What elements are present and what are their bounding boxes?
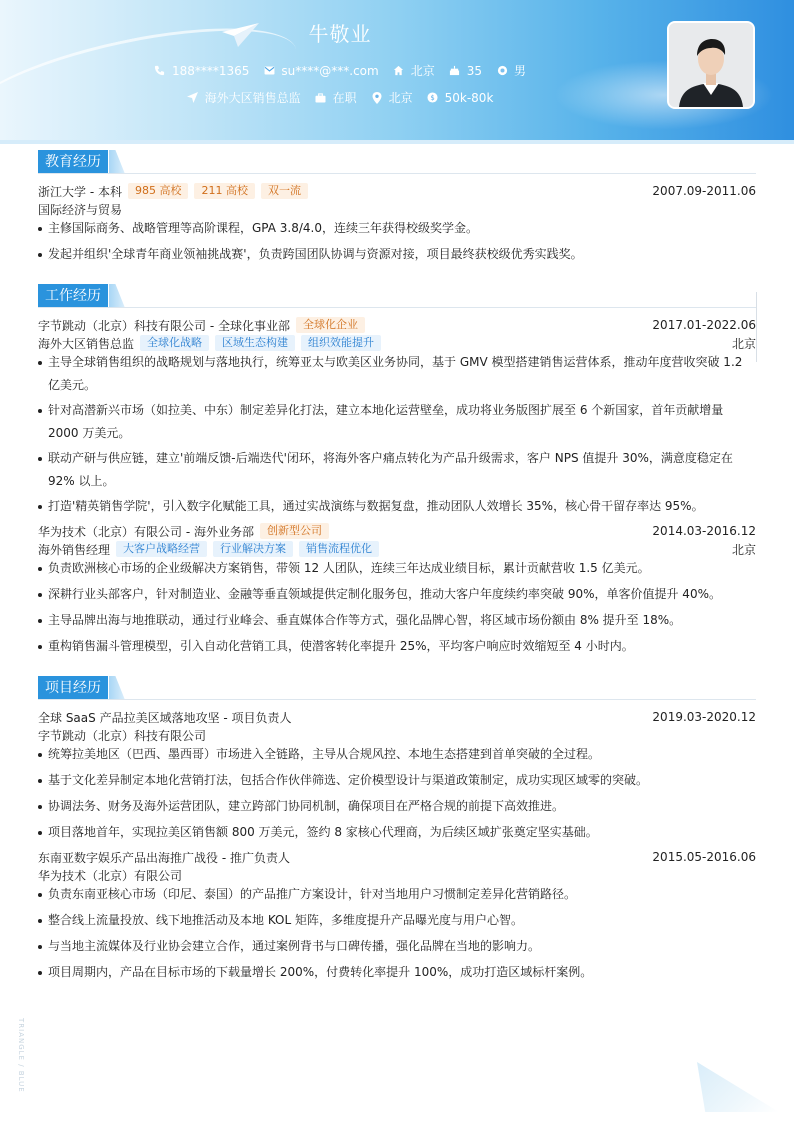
project-bullet: 负责东南亚核心市场（印尼、泰国）的产品推广方案设计，针对当地用户习惯制定差异化营销路径。 <box>38 883 756 906</box>
job-company: 字节跳动（北京）科技有限公司 - 全球化事业部 <box>38 318 290 333</box>
job-bullet: 深耕行业头部客户，针对制造业、金融等垂直领域提供定制化服务包，推动大客户年度续约率突破 90%，单客价值提升 40%。 <box>38 583 756 606</box>
job-bullet: 重构销售漏斗管理模型，引入自动化营销工具，使潜客转化率提升 25%，平均客户响应时效缩短至 4 小时内。 <box>38 635 756 658</box>
salary-info <box>427 91 494 105</box>
section-divider <box>38 173 756 174</box>
role-tag: 全球化战略 <box>140 335 209 351</box>
project-bullet: 项目周期内，产品在目标市场的下载量增长 200%，付费转化率提升 100%，成功打造区域标杆案例。 <box>38 961 756 984</box>
gender-text: 男 <box>514 64 527 78</box>
project-bullet: 统筹拉美地区（巴西、墨西哥）市场进入全链路，主导从合规风控、本地生态搭建到首单突破的全过程。 <box>38 743 756 766</box>
corner-triangle-decoration <box>697 1062 779 1112</box>
education-section-header <box>38 150 756 174</box>
job-intent-row <box>0 89 680 106</box>
education-section-title: 教育经历 <box>38 150 108 174</box>
section-title-tail-decoration <box>109 284 125 308</box>
send-icon <box>187 92 199 104</box>
job-city: 北京 <box>731 542 756 557</box>
company-tag: 创新型公司 <box>260 523 329 539</box>
job-bullet: 主导全球销售组织的战略规划与落地执行，统筹亚太与欧美区业务协同，基于 GMV 模型搭建销售运营体系，推动年度营收突破 1.2 亿美元。 <box>38 351 756 397</box>
education-bullet: 发起并组织'全球青年商业领袖挑战赛'，负责跨国团队协调与资源对接，项目最终获校级优秀实践奖。 <box>38 243 756 266</box>
city-text: 北京 <box>410 64 435 78</box>
avatar-portrait-icon <box>669 23 753 107</box>
school-name: 浙江大学 - 本科 <box>38 184 122 199</box>
project-bullet: 整合线上流量投放、线下地推活动及本地 KOL 矩阵，多维度提升产品曝光度与用户心智。 <box>38 909 756 932</box>
job-city: 北京 <box>731 336 756 351</box>
mail-icon <box>263 65 275 77</box>
job-bullet: 打造'精英销售学院'，引入数字化赋能工具，通过实战演练与数据复盘，推动团队人效增长 35%，核心骨干留存率达 95%。 <box>38 495 756 518</box>
project-date: 2019.03-2020.12 <box>652 710 756 724</box>
job-role-row <box>38 334 756 352</box>
target-position-text: 海外大区销售总监 <box>204 91 301 105</box>
job-company-row <box>38 316 756 334</box>
project-bullet: 与当地主流媒体及行业协会建立合作，通过案例背书与口碑传播，强化品牌在当地的影响力。 <box>38 935 756 958</box>
job-role-row <box>38 540 756 558</box>
project-org-row <box>38 866 756 884</box>
salary-text: 50k-80k <box>444 90 494 105</box>
job-company: 华为技术（北京）有限公司 - 海外业务部 <box>38 524 254 539</box>
phone-icon <box>154 65 166 77</box>
school-tag: 211 高校 <box>194 183 255 199</box>
education-major-row <box>38 200 756 218</box>
job-bullet: 联动产研与供应链，建立'前端反馈-后端迭代'闭环，将海外客户痛点转化为产品升级需求，客户 NPS 值提升 30%，满意度稳定在 92% 以上。 <box>38 447 756 493</box>
briefcase-icon <box>315 92 327 104</box>
project-name: 东南亚数字娱乐产品出海推广战役 - 推广负责人 <box>38 850 290 865</box>
project-name-row <box>38 848 756 866</box>
gender-icon <box>496 65 508 77</box>
school-tag: 985 高校 <box>128 183 189 199</box>
phone-text: 188****1365 <box>171 63 250 78</box>
phone-info <box>154 64 249 78</box>
job-company-row <box>38 522 756 540</box>
age-info <box>449 64 482 78</box>
project-section-title: 项目经历 <box>38 676 108 700</box>
role-tag: 销售流程优化 <box>299 541 379 557</box>
education-date: 2007.09-2011.06 <box>652 184 756 198</box>
role-tag: 组织效能提升 <box>301 335 381 351</box>
home-icon <box>393 65 405 77</box>
avatar <box>667 21 755 109</box>
project-date: 2015.05-2016.06 <box>652 850 756 864</box>
role-tag: 行业解决方案 <box>213 541 293 557</box>
education-bullet: 主修国际商务、战略管理等高阶课程，GPA 3.8/4.0，连续三年获得校级奖学金。 <box>38 217 756 240</box>
target-city-info <box>371 89 413 106</box>
job-bullet: 负责欧洲核心市场的企业级解决方案销售，带领 12 人团队，连续三年达成业绩目标，累计贡献营收 1.5 亿美元。 <box>38 557 756 580</box>
section-divider <box>38 307 756 308</box>
section-divider <box>38 699 756 700</box>
school-tag: 双一流 <box>261 183 308 199</box>
money-icon <box>427 92 439 104</box>
location-pin-icon <box>371 92 383 104</box>
cake-icon <box>449 65 461 77</box>
gender-info <box>496 62 526 79</box>
job-role: 海外大区销售总监 <box>38 336 135 351</box>
role-tag: 大客户战略经营 <box>116 541 207 557</box>
status-text: 在职 <box>332 91 357 105</box>
work-section-title: 工作经历 <box>38 284 108 308</box>
email-text: su****@***.com <box>281 63 379 78</box>
project-org: 华为技术（北京）有限公司 <box>38 868 183 883</box>
education-school-row <box>38 182 756 200</box>
section-title-tail-decoration <box>109 676 125 700</box>
section-title-tail-decoration <box>109 150 125 174</box>
template-side-mark: TRIANGLE / BLUE <box>17 1018 25 1093</box>
project-name: 全球 SaaS 产品拉美区域落地攻坚 - 项目负责人 <box>38 710 292 725</box>
job-bullet: 针对高潜新兴市场（如拉美、中东）制定差异化打法，建立本地化运营壁垒，成功将业务版图扩展至 6 个新国家，首年贡献增量 2000 万美元。 <box>38 399 756 445</box>
target-position-info <box>187 89 301 106</box>
status-info <box>315 89 357 106</box>
svg-text:$: $ <box>430 93 435 102</box>
major-name: 国际经济与贸易 <box>38 202 123 217</box>
project-section-header <box>38 676 756 700</box>
header-divider <box>0 140 794 144</box>
job-date: 2017.01-2022.06 <box>652 318 756 332</box>
company-tag: 全球化企业 <box>296 317 365 333</box>
job-bullet: 主导品牌出海与地推联动，通过行业峰会、垂直媒体合作等方式，强化品牌心智，将区域市场份额由 8% 提升至 18%。 <box>38 609 756 632</box>
project-name-row <box>38 708 756 726</box>
email-info <box>263 64 378 78</box>
job-role: 海外销售经理 <box>38 542 111 557</box>
role-tag: 区域生态构建 <box>215 335 295 351</box>
target-city-text: 北京 <box>388 91 413 105</box>
job-date: 2014.03-2016.12 <box>652 524 756 538</box>
project-bullet: 基于文化差异制定本地化营销打法，包括合作伙伴筛选、定价模型设计与渠道政策制定，成功实现区域零的突破。 <box>38 769 756 792</box>
project-bullet: 协调法务、财务及海外运营团队，建立跨部门协同机制，确保项目在严格合规的前提下高效推进。 <box>38 795 756 818</box>
edge-line-decoration <box>756 292 757 362</box>
city-info <box>393 62 435 79</box>
work-section-header <box>38 284 756 308</box>
project-bullet: 项目落地首年，实现拉美区销售额 800 万美元，签约 8 家核心代理商，为后续区域扩张奠定坚实基础。 <box>38 821 756 844</box>
project-org-row <box>38 726 756 744</box>
candidate-name: 牛敬业 <box>308 22 372 46</box>
age-text: 35 <box>466 63 483 78</box>
contact-row <box>0 62 680 79</box>
project-org: 字节跳动（北京）科技有限公司 <box>38 728 207 743</box>
